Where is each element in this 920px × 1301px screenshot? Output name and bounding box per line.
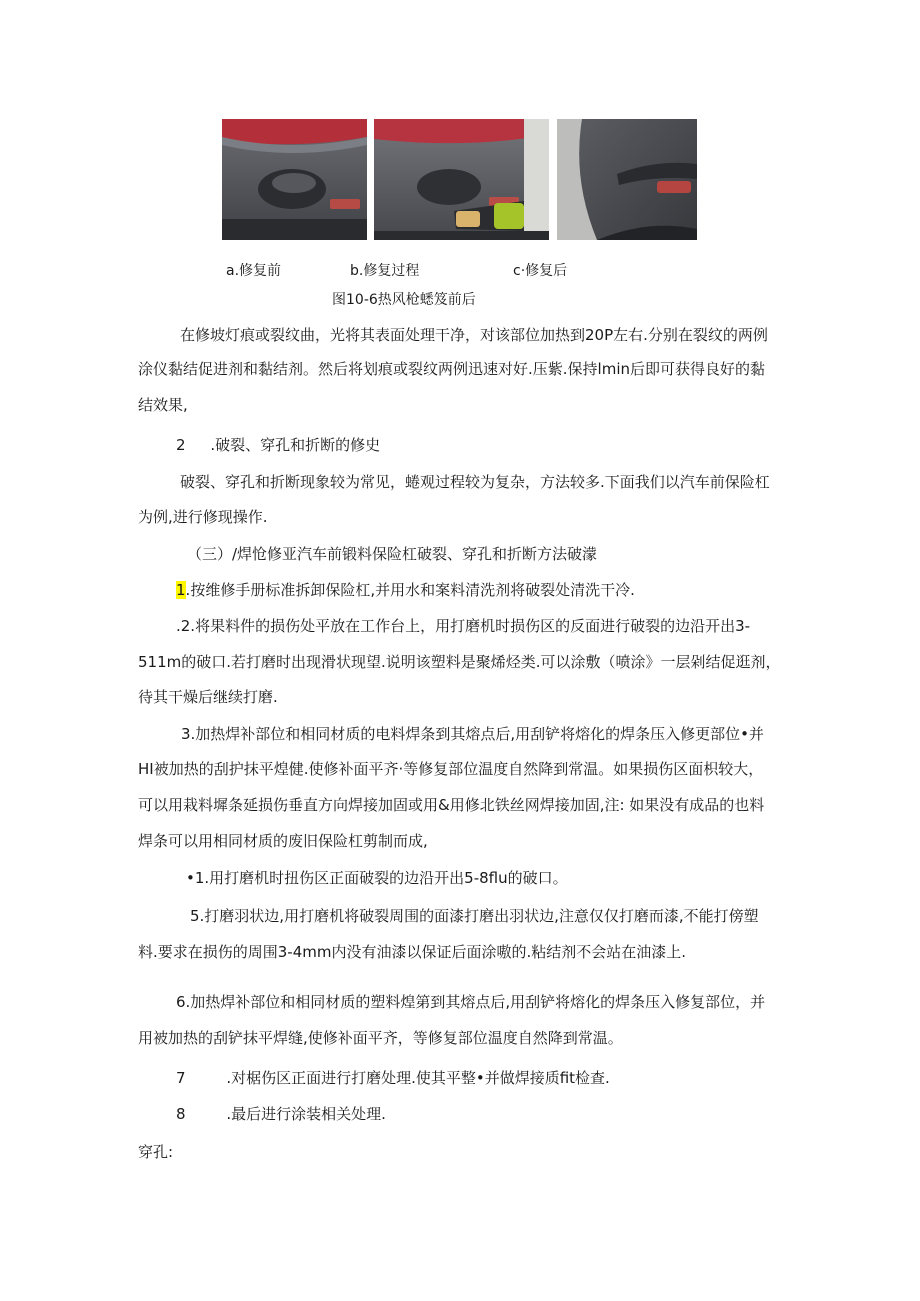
step-text: .按维修手册标准拆卸保险杠,并用水和案料清洗剂将破裂处清洗干冷. (185, 581, 635, 599)
photo-after-repair (557, 119, 697, 240)
paragraph-line: HI被加热的刮护抹平煌健.使修补面平齐·等修复部位温度自然降到常温。如果损伤区面枳较大， (138, 760, 764, 778)
photo-repair-process (374, 119, 549, 240)
figure-title: 图10-6热风枪蟋笈前后 (332, 292, 476, 308)
step-number: 7 (176, 1069, 186, 1087)
paragraph-line: 3.加热焊补部位和相同材质的电料焊条到其熔点后,用刮铲将熔化的焊条压入修更部位•并 (181, 725, 764, 743)
subsection-heading: （三）/焊怆修亚汽车前锻料保险杠破裂、穿孔和折断方法破濛 (187, 545, 598, 563)
paragraph-line: 用被加热的刮铲抹平焊缝,使修补面平齐，等修复部位温度自然降到常温。 (138, 1029, 623, 1047)
step-text: .对椐伤区正面进行打磨处理.使其平整•并做焊接质fit检查. (226, 1069, 610, 1087)
caption-process: b.修复过程 (350, 263, 420, 279)
paragraph-line: 511m的破口.若打磨时出现滑状现望.说明该塑料是聚烯烃类.可以涂敷（喷涂》一层剁结促逛剂， (138, 653, 781, 671)
paragraph-line: •1.用打磨机时扭伤区正面破裂的边沿开出5-8flu的破口。 (186, 869, 568, 887)
paragraph-line: 为例,进行修现操作. (138, 508, 268, 526)
paragraph-line: 穿孔: (138, 1143, 174, 1161)
paragraph-line: .2.将果料件的损伤处平放在工作台上，用打磨机时损伤区的反面进行破裂的边沿开出3- (176, 617, 751, 635)
step-number: 8 (176, 1105, 186, 1123)
step-number-highlighted: 1 (176, 581, 186, 599)
caption-after: c·修复后 (513, 263, 568, 279)
paragraph-line: 焊条可以用相同材质的废旧保险杠剪制而成, (138, 832, 428, 850)
paragraph-line: 可以用栽料墀条延损伤垂直方向焊接加固或用&用修北铁丝网焊接加固,注: 如果没有成品的也料 (138, 796, 765, 814)
paragraph-line: 5.打磨羽状边,用打磨机将破裂周围的面漆打磨出羽状边,注意仅仅打磨而漆,不能打傍塑 (190, 907, 759, 925)
step-text: .最后进行涂装相关处理. (226, 1105, 386, 1123)
section-heading (176, 433, 380, 457)
heading-number: 2 (176, 436, 186, 454)
photo-before-repair (222, 119, 367, 240)
paragraph-line: 6.加热焊补部位和相同材质的塑料煌第到其熔点后,用刮铲将熔化的焊条压入修复部位，并 (176, 993, 766, 1011)
paragraph-line: 涂仪黏结促进剂和黏结剂。然后将划痕或裂纹两例迅速对好.压紫.保持lmin后即可获得良好的黏 (138, 360, 765, 378)
step-8 (176, 1102, 386, 1126)
paragraph-line: 料.要求在损伤的周围3-4mm内没有油漆以保证后面涂嗷的.粘结剂不会站在油漆上. (138, 943, 687, 961)
paragraph-line: 在修坡灯痕或裂纹曲，光将其表面处理干净，对该部位加热到20P左右.分别在裂纹的两例 (180, 326, 768, 344)
step-1 (176, 578, 635, 602)
caption-before: a.修复前 (226, 263, 282, 279)
paragraph-line: 待其干燥后继续打磨. (138, 688, 278, 706)
step-7 (176, 1066, 610, 1090)
paragraph-line: 破裂、穿孔和折断现象较为常见，蜷观过程较为复杂，方法较多.下面我们以汽车前保险杠 (180, 473, 770, 491)
heading-text: .破裂、穿孔和折断的修史 (210, 436, 381, 454)
paragraph-line: 结效果, (138, 396, 188, 414)
